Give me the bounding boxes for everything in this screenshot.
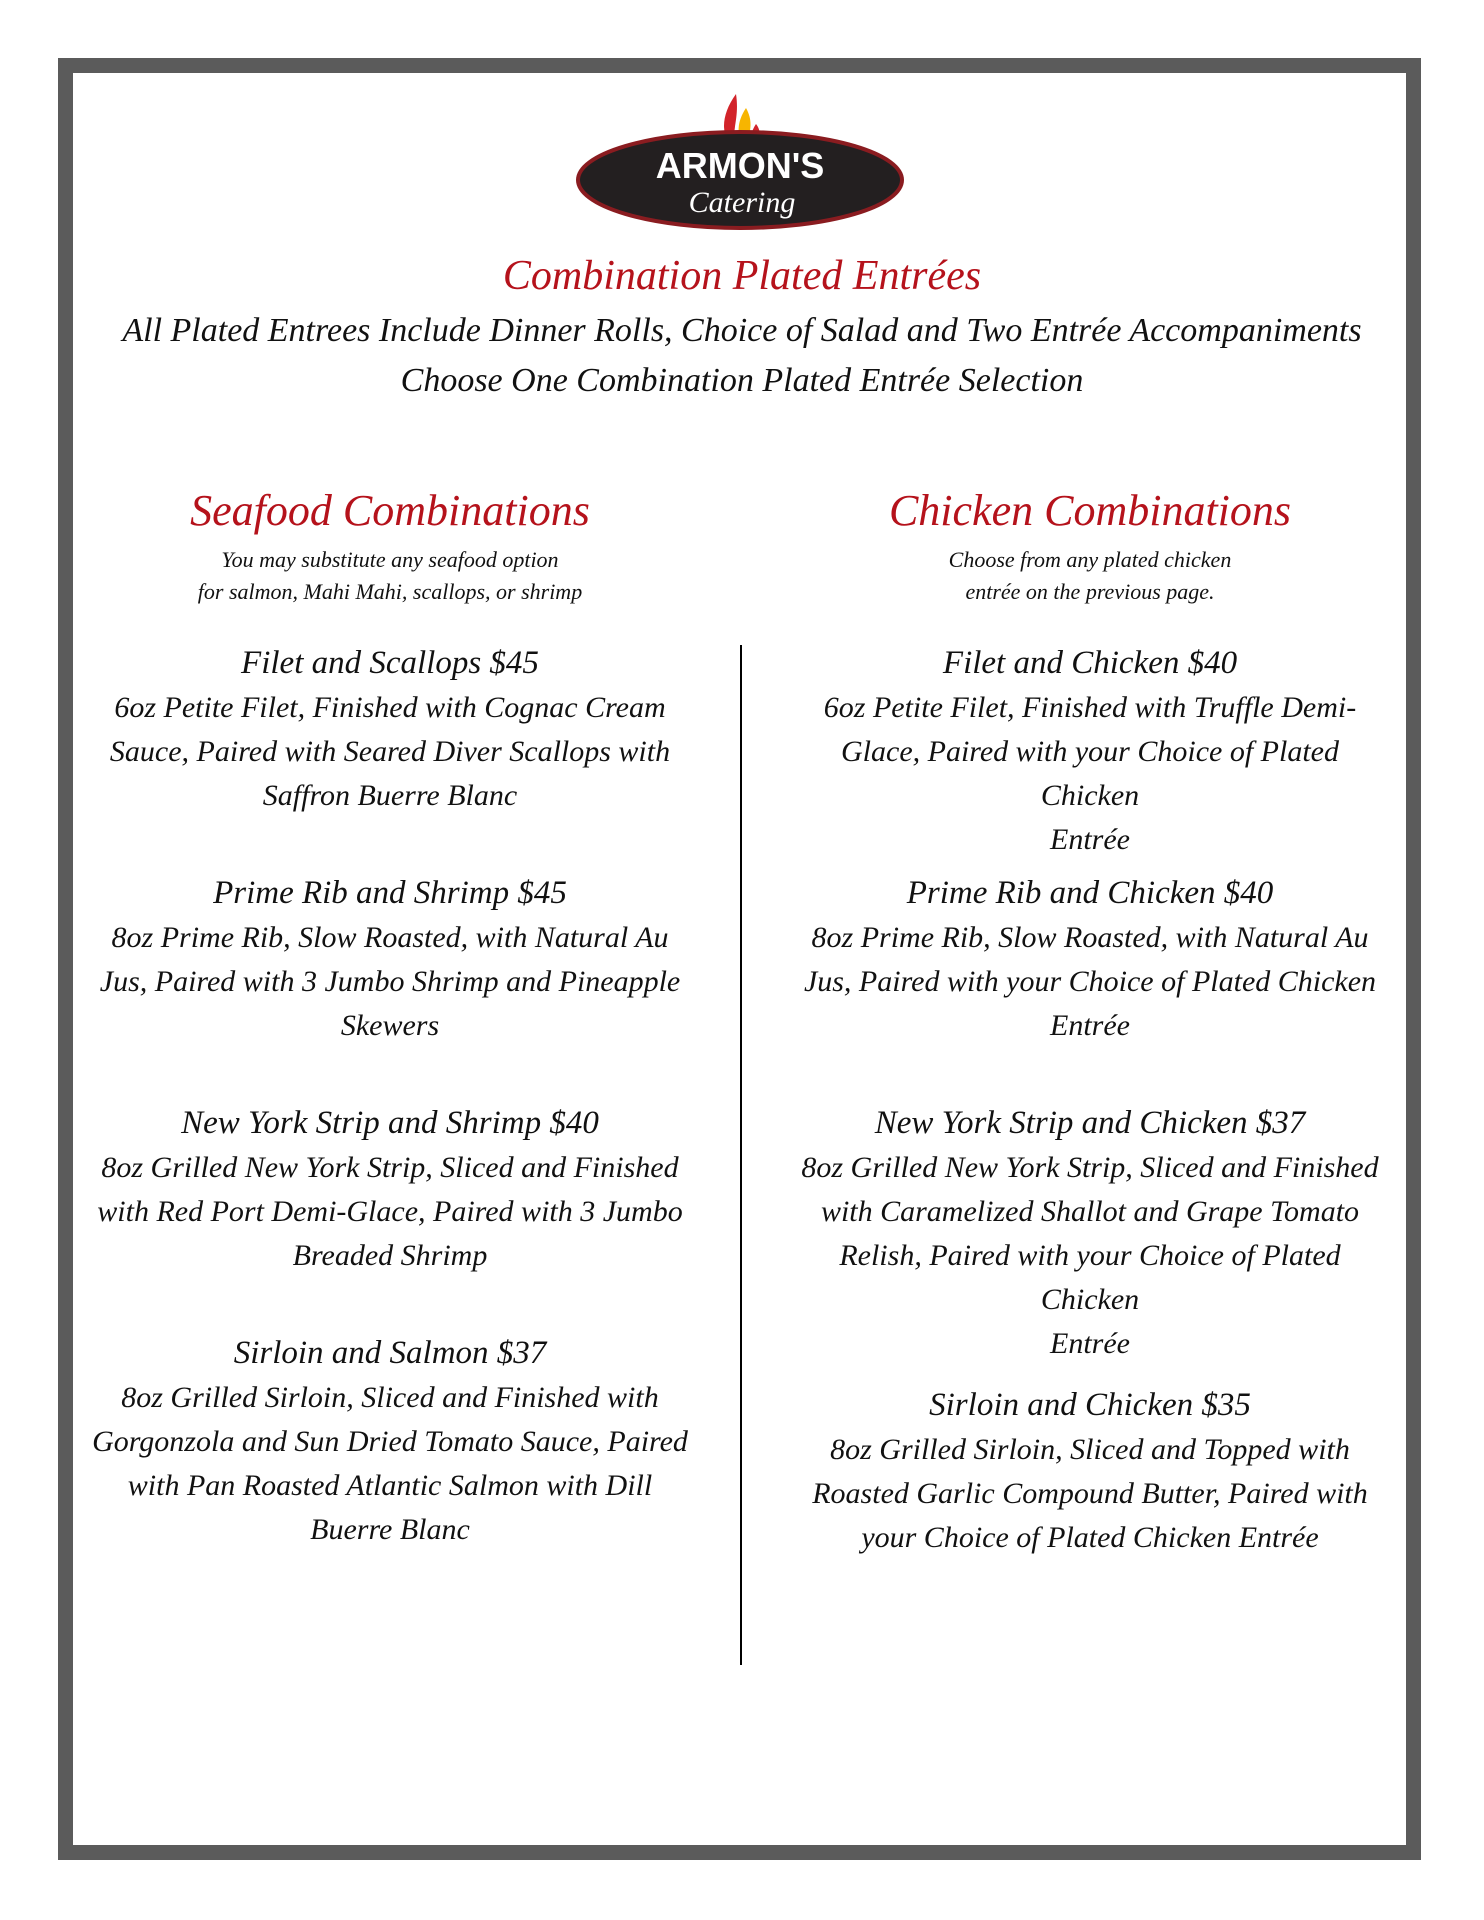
item-desc-line: Jus, Paired with your Choice of Plated Chicken <box>803 965 1377 998</box>
item-desc-line: Roasted Garlic Compound Butter, Paired with <box>812 1477 1368 1510</box>
item-name: Prime Rib and Shrimp $45 <box>213 875 567 911</box>
page-subtitle-2: Choose One Combination Plated Entrée Selection <box>400 362 1084 399</box>
item-desc-line: Saffron Buerre Blanc <box>262 779 518 812</box>
item-name: Filet and Chicken $40 <box>942 645 1238 681</box>
item-name: Prime Rib and Chicken $40 <box>906 875 1274 911</box>
item-desc-line: Jus, Paired with 3 Jumbo Shrimp and Pineapple <box>99 965 681 998</box>
seafood-note-2: for salmon, Mahi Mahi, scallops, or shrimp <box>197 579 583 604</box>
item-desc-line: Breaded Shrimp <box>292 1239 488 1272</box>
item-desc-line: Gorgonzola and Sun Dried Tomato Sauce, Paired <box>92 1425 688 1458</box>
item-desc-line: Entrée <box>1050 823 1130 856</box>
brand-sub: Catering <box>688 186 796 219</box>
item-desc-line: Skewers <box>340 1009 440 1042</box>
seafood-item-2 <box>90 870 690 1048</box>
seafood-column <box>90 484 690 1584</box>
item-desc-line: Entrée <box>1050 1327 1130 1360</box>
item-desc-line: 8oz Prime Rib, Slow Roasted, with Natural Au <box>811 921 1369 954</box>
column-divider <box>740 645 742 1665</box>
item-name: Sirloin and Salmon $37 <box>233 1335 547 1371</box>
seafood-heading: Seafood Combinations <box>190 486 590 535</box>
seafood-item-3 <box>90 1100 690 1278</box>
brand-logo <box>570 94 910 234</box>
item-name: Sirloin and Chicken $35 <box>929 1387 1251 1423</box>
chicken-note-2: entrée on the previous page. <box>965 579 1215 604</box>
item-desc-line: with Pan Roasted Atlantic Salmon with Dill <box>127 1469 653 1502</box>
item-desc-line: with Red Port Demi-Glace, Paired with 3 Jumbo <box>97 1195 683 1228</box>
item-desc-line: 6oz Petite Filet, Finished with Truffle Demi- <box>823 691 1357 724</box>
item-name: New York Strip and Shrimp $40 <box>181 1105 599 1141</box>
item-desc-line: 8oz Grilled New York Strip, Sliced and Finished <box>101 1151 679 1184</box>
item-desc-line: with Caramelized Shallot and Grape Tomato <box>820 1195 1360 1228</box>
chicken-item-2 <box>790 870 1390 1048</box>
item-desc-line: 6oz Petite Filet, Finished with Cognac Cream <box>114 691 666 724</box>
chicken-item-4 <box>790 1382 1390 1560</box>
brand-name: ARMON'S <box>655 145 825 186</box>
item-desc-line: Glace, Paired with your Choice of Plated Chicken <box>841 735 1339 812</box>
item-desc-line: Buerre Blanc <box>310 1513 470 1546</box>
seafood-item-4 <box>90 1330 690 1552</box>
page-subtitle-1: All Plated Entrees Include Dinner Rolls, Choice of Salad and Two Entrée Accompaniments <box>122 312 1362 349</box>
chicken-note-1: Choose from any plated chicken <box>948 547 1232 572</box>
page-title: Combination Plated Entrées <box>502 253 982 299</box>
item-desc-line: 8oz Grilled New York Strip, Sliced and Finished <box>801 1151 1379 1184</box>
chicken-column <box>790 484 1390 1584</box>
item-name: Filet and Scallops $45 <box>241 645 539 681</box>
item-desc-line: 8oz Grilled Sirloin, Sliced and Finished with <box>121 1381 659 1414</box>
item-desc-line: Relish, Paired with your Choice of Plated Chicken <box>839 1239 1341 1316</box>
chicken-heading: Chicken Combinations <box>888 486 1292 535</box>
item-desc-line: 8oz Prime Rib, Slow Roasted, with Natural Au <box>111 921 669 954</box>
seafood-item-1 <box>90 640 690 818</box>
item-desc-line: Sauce, Paired with Seared Diver Scallops with <box>109 735 671 768</box>
seafood-note-1: You may substitute any seafood option <box>221 547 559 572</box>
chicken-item-3 <box>790 1100 1390 1366</box>
item-desc-line: your Choice of Plated Chicken Entrée <box>861 1521 1319 1554</box>
item-name: New York Strip and Chicken $37 <box>874 1105 1306 1141</box>
item-desc-line: 8oz Grilled Sirloin, Sliced and Topped with <box>830 1433 1350 1466</box>
chicken-item-1 <box>790 640 1390 862</box>
item-desc-line: Entrée <box>1050 1009 1130 1042</box>
